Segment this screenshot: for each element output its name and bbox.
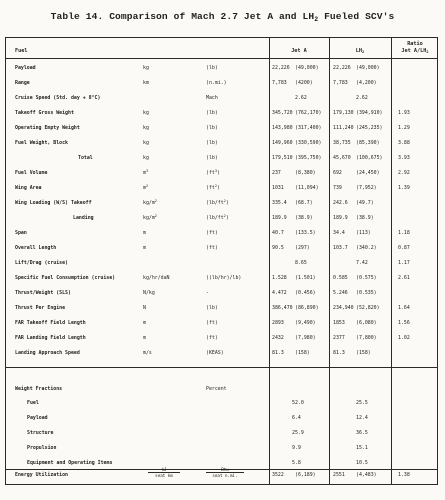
header-jet-a: Jet A bbox=[291, 48, 307, 54]
row-label: FAR Landing Field Length bbox=[15, 335, 86, 341]
row-label: Thrust Per Engine bbox=[15, 305, 66, 311]
ratio-value: 2.92 bbox=[398, 170, 410, 176]
ratio-value: 3.93 bbox=[398, 155, 410, 161]
jet-a-si-value: 179,510 bbox=[272, 155, 293, 161]
lh2-english-value: (38.9) bbox=[356, 215, 374, 221]
jet-a-english-value: (9,490) bbox=[295, 320, 316, 326]
fraction-jet-a: 6.4 bbox=[292, 415, 301, 421]
english-unit: (lb) bbox=[206, 155, 218, 161]
si-unit: N/kg bbox=[143, 290, 155, 296]
jet-a-english-value: (49,000) bbox=[295, 65, 319, 71]
lh2-english-value: (113) bbox=[356, 230, 371, 236]
english-unit: $(ft^2)$ bbox=[206, 184, 220, 191]
lh2-english-value: (52,820) bbox=[356, 305, 380, 311]
jet-a-english-value: 2.62 bbox=[295, 95, 307, 101]
lh2-si-value: 22,226 bbox=[333, 65, 351, 71]
column-divider bbox=[329, 38, 330, 484]
fraction-jet-a: 9.9 bbox=[292, 445, 301, 451]
lh2-english-value: (245,235) bbox=[356, 125, 383, 131]
row-label: Landing Approach Speed bbox=[15, 350, 80, 356]
english-unit: (ft) bbox=[206, 245, 218, 251]
ratio-value: 1.39 bbox=[398, 185, 410, 191]
english-unit: ((lb/hr)/lb) bbox=[206, 275, 242, 281]
weight-fractions-unit: Percent bbox=[206, 386, 227, 392]
fraction-jet-a: 5.8 bbox=[292, 460, 301, 466]
energy-jet-a-si: 3522 bbox=[272, 472, 284, 478]
lh2-english-value: 2.62 bbox=[356, 95, 368, 101]
jet-a-english-value: (317,400) bbox=[295, 125, 322, 131]
english-unit: (KEAS) bbox=[206, 350, 224, 356]
si-unit: kg bbox=[143, 110, 149, 116]
jet-a-english-value: (762,170) bbox=[295, 110, 322, 116]
ratio-value: 1.17 bbox=[398, 260, 410, 266]
fraction-jet-a: 25.9 bbox=[292, 430, 304, 436]
jet-a-english-value: (86,890) bbox=[295, 305, 319, 311]
lh2-english-value: (49,000) bbox=[356, 65, 380, 71]
energy-lh2-english: (4,483) bbox=[356, 472, 377, 478]
row-label: Total bbox=[78, 155, 93, 161]
jet-a-si-value: 22,226 bbox=[272, 65, 290, 71]
si-unit: kg bbox=[143, 65, 149, 71]
lh2-english-value: (49.7) bbox=[356, 200, 374, 206]
si-unit: m bbox=[143, 320, 146, 326]
energy-ratio: 1.38 bbox=[398, 472, 410, 478]
lh2-si-value: 34.4 bbox=[333, 230, 345, 236]
ratio-value: 2.61 bbox=[398, 275, 410, 281]
energy-label: Energy Utilization bbox=[15, 472, 68, 478]
jet-a-si-value: 2893 bbox=[272, 320, 284, 326]
fraction-lh2: 15.1 bbox=[356, 445, 368, 451]
row-label: FAR Takeoff Field Length bbox=[15, 320, 86, 326]
english-unit: (ft) bbox=[206, 230, 218, 236]
fraction-lh2: 10.5 bbox=[356, 460, 368, 466]
jet-a-si-value: 149,960 bbox=[272, 140, 293, 146]
si-unit: km bbox=[143, 80, 149, 86]
jet-a-english-value: (330,590) bbox=[295, 140, 322, 146]
lh2-si-value: 692 bbox=[333, 170, 342, 176]
row-label: Overall Length bbox=[15, 245, 57, 251]
lh2-english-value: (340.2) bbox=[356, 245, 377, 251]
si-unit: $kg/m^2$ bbox=[143, 214, 157, 221]
row-label: Operating Empty Weight bbox=[15, 125, 80, 131]
lh2-si-value: 103.7 bbox=[333, 245, 348, 251]
header-lh2: $LH_2$ bbox=[355, 48, 365, 54]
si-unit: N bbox=[143, 305, 146, 311]
lh2-si-value: 242.6 bbox=[333, 200, 348, 206]
column-divider bbox=[391, 38, 392, 484]
fraction-lh2: 25.5 bbox=[356, 400, 368, 406]
ratio-value: 1.64 bbox=[398, 305, 410, 311]
lh2-english-value: (7,952) bbox=[356, 185, 377, 191]
jet-a-si-value: 90.5 bbox=[272, 245, 284, 251]
lh2-si-value: 0.585 bbox=[333, 275, 348, 281]
jet-a-si-value: 386,470 bbox=[272, 305, 293, 311]
english-unit: - bbox=[206, 290, 209, 296]
fraction-label: Equipment and Operating Items bbox=[27, 460, 113, 466]
header-divider bbox=[6, 58, 437, 59]
column-divider bbox=[269, 38, 270, 484]
ratio-value: 1.93 bbox=[398, 110, 410, 116]
english-unit: (n.mi.) bbox=[206, 80, 227, 86]
row-label: Specific Fuel Consumption (cruise) bbox=[15, 275, 116, 281]
lh2-si-value: 179,130 bbox=[333, 110, 354, 116]
lh2-si-value: 7,783 bbox=[333, 80, 348, 86]
row-label: Landing bbox=[73, 215, 94, 221]
lh2-si-value: 81.3 bbox=[333, 350, 345, 356]
lh2-english-value: (85,390) bbox=[356, 140, 380, 146]
ratio-value: 3.88 bbox=[398, 140, 410, 146]
si-unit: kg bbox=[143, 155, 149, 161]
english-unit: (ft) bbox=[206, 335, 218, 341]
si-unit: kg bbox=[143, 125, 149, 131]
jet-a-si-value: 237 bbox=[272, 170, 281, 176]
energy-lh2-si: 2551 bbox=[333, 472, 345, 478]
section-divider bbox=[6, 367, 437, 368]
row-label: Cruise Speed (Std. day + 8°C) bbox=[15, 95, 101, 101]
ratio-value: 1.29 bbox=[398, 125, 410, 131]
fraction-lh2: 12.4 bbox=[356, 415, 368, 421]
jet-a-english-value: (4200) bbox=[295, 80, 313, 86]
si-unit: m bbox=[143, 335, 146, 341]
lh2-english-value: (4,200) bbox=[356, 80, 377, 86]
jet-a-english-value: (38.9) bbox=[295, 215, 313, 221]
row-label: Lift/Drag (cruise) bbox=[15, 260, 68, 266]
lh2-si-value: 739 bbox=[333, 185, 342, 191]
row-label: Wing Area bbox=[15, 185, 42, 191]
jet-a-english-value: (395,750) bbox=[295, 155, 322, 161]
english-unit: (ft) bbox=[206, 320, 218, 326]
english-unit: (lb) bbox=[206, 140, 218, 146]
lh2-english-value: (0.535) bbox=[356, 290, 377, 296]
jet-a-si-value: 4.472 bbox=[272, 290, 287, 296]
fraction-jet-a: 52.0 bbox=[292, 400, 304, 406]
lh2-si-value: 1853 bbox=[333, 320, 345, 326]
fraction-label: Fuel bbox=[27, 400, 39, 406]
jet-a-english-value: (68.7) bbox=[295, 200, 313, 206]
jet-a-english-value: (0.456) bbox=[295, 290, 316, 296]
si-unit: $kg/m^2$ bbox=[143, 199, 157, 206]
header-fuel: Fuel bbox=[15, 48, 28, 54]
lh2-si-value: 2377 bbox=[333, 335, 345, 341]
ratio-value: 1.02 bbox=[398, 335, 410, 341]
english-unit: (lb) bbox=[206, 305, 218, 311]
energy-english-unit: Btu seat n.mi. bbox=[206, 467, 244, 478]
jet-a-si-value: 40.7 bbox=[272, 230, 284, 236]
lh2-si-value: 189.9 bbox=[333, 215, 348, 221]
weight-fractions-title: Weight Fractions bbox=[15, 386, 63, 392]
fraction-lh2: 36.5 bbox=[356, 430, 368, 436]
comparison-table bbox=[5, 37, 438, 485]
english-unit: Mach bbox=[206, 95, 218, 101]
jet-a-english-value: (133.5) bbox=[295, 230, 316, 236]
jet-a-english-value: (8,380) bbox=[295, 170, 316, 176]
lh2-si-value: 45,670 bbox=[333, 155, 351, 161]
fraction-label: Payload bbox=[27, 415, 48, 421]
energy-jet-a-english: (6,189) bbox=[295, 472, 316, 478]
si-unit: $m^3$ bbox=[143, 169, 149, 176]
si-unit: m/s bbox=[143, 350, 152, 356]
page-title: Table 14. Comparison of Mach 2.7 Jet A and $LH_2$ Fueled SCV's bbox=[50, 11, 395, 23]
jet-a-english-value: (297) bbox=[295, 245, 310, 251]
jet-a-si-value: 345,720 bbox=[272, 110, 293, 116]
ratio-value: 0.87 bbox=[398, 245, 410, 251]
lh2-english-value: 7.42 bbox=[356, 260, 368, 266]
row-label: Payload bbox=[15, 65, 36, 71]
ratio-value: 1.18 bbox=[398, 230, 410, 236]
lh2-english-value: (394,910) bbox=[356, 110, 383, 116]
si-unit: $m^2$ bbox=[143, 184, 149, 191]
row-label: Span bbox=[15, 230, 27, 236]
lh2-english-value: (24,450) bbox=[356, 170, 380, 176]
lh2-english-value: (7,800) bbox=[356, 335, 377, 341]
si-unit: m bbox=[143, 230, 146, 236]
lh2-si-value: 5.246 bbox=[333, 290, 348, 296]
english-unit: (lb) bbox=[206, 125, 218, 131]
jet-a-si-value: 7,783 bbox=[272, 80, 287, 86]
english-unit: (lb) bbox=[206, 110, 218, 116]
lh2-english-value: (6,080) bbox=[356, 320, 377, 326]
lh2-si-value: 38,735 bbox=[333, 140, 351, 146]
jet-a-si-value: 189.9 bbox=[272, 215, 287, 221]
row-label: Takeoff Gross Weight bbox=[15, 110, 74, 116]
si-unit: kg bbox=[143, 140, 149, 146]
english-unit: $(ft^3)$ bbox=[206, 169, 220, 176]
jet-a-english-value: (7,980) bbox=[295, 335, 316, 341]
jet-a-english-value: (11,094) bbox=[295, 185, 319, 191]
english-unit: $(lb/ft^2)$ bbox=[206, 199, 229, 206]
jet-a-english-value: (1.501) bbox=[295, 275, 316, 281]
lh2-si-value: 111,240 bbox=[333, 125, 354, 131]
jet-a-si-value: 81.3 bbox=[272, 350, 284, 356]
jet-a-si-value: 1.528 bbox=[272, 275, 287, 281]
jet-a-english-value: 8.65 bbox=[295, 260, 307, 266]
lh2-si-value: 234,940 bbox=[333, 305, 354, 311]
si-unit: m bbox=[143, 245, 146, 251]
ratio-value: 1.56 bbox=[398, 320, 410, 326]
jet-a-si-value: 335.4 bbox=[272, 200, 287, 206]
si-unit: kg/hr/daN bbox=[143, 275, 170, 281]
english-unit: (lb) bbox=[206, 65, 218, 71]
row-label: Range bbox=[15, 80, 30, 86]
row-label: Fuel Weight, Block bbox=[15, 140, 68, 146]
lh2-english-value: (100,675) bbox=[356, 155, 383, 161]
jet-a-si-value: 1031 bbox=[272, 185, 284, 191]
jet-a-si-value: 143,980 bbox=[272, 125, 293, 131]
lh2-english-value: (0.575) bbox=[356, 275, 377, 281]
jet-a-si-value: 2432 bbox=[272, 335, 284, 341]
energy-si-unit: kJ seat km bbox=[148, 467, 180, 478]
english-unit: $(lb/ft^2)$ bbox=[206, 214, 229, 221]
header-ratio: Ratio Jet $A/LH_2$ bbox=[401, 41, 429, 54]
row-label: Wing Loading (W/S) Takeoff bbox=[15, 200, 92, 206]
row-label: Fuel Volume bbox=[15, 170, 48, 176]
lh2-english-value: (158) bbox=[356, 350, 371, 356]
jet-a-english-value: (158) bbox=[295, 350, 310, 356]
fraction-label: Propulsion bbox=[27, 445, 57, 451]
fraction-label: Structure bbox=[27, 430, 54, 436]
row-label: Thrust/Weight (SLS) bbox=[15, 290, 71, 296]
